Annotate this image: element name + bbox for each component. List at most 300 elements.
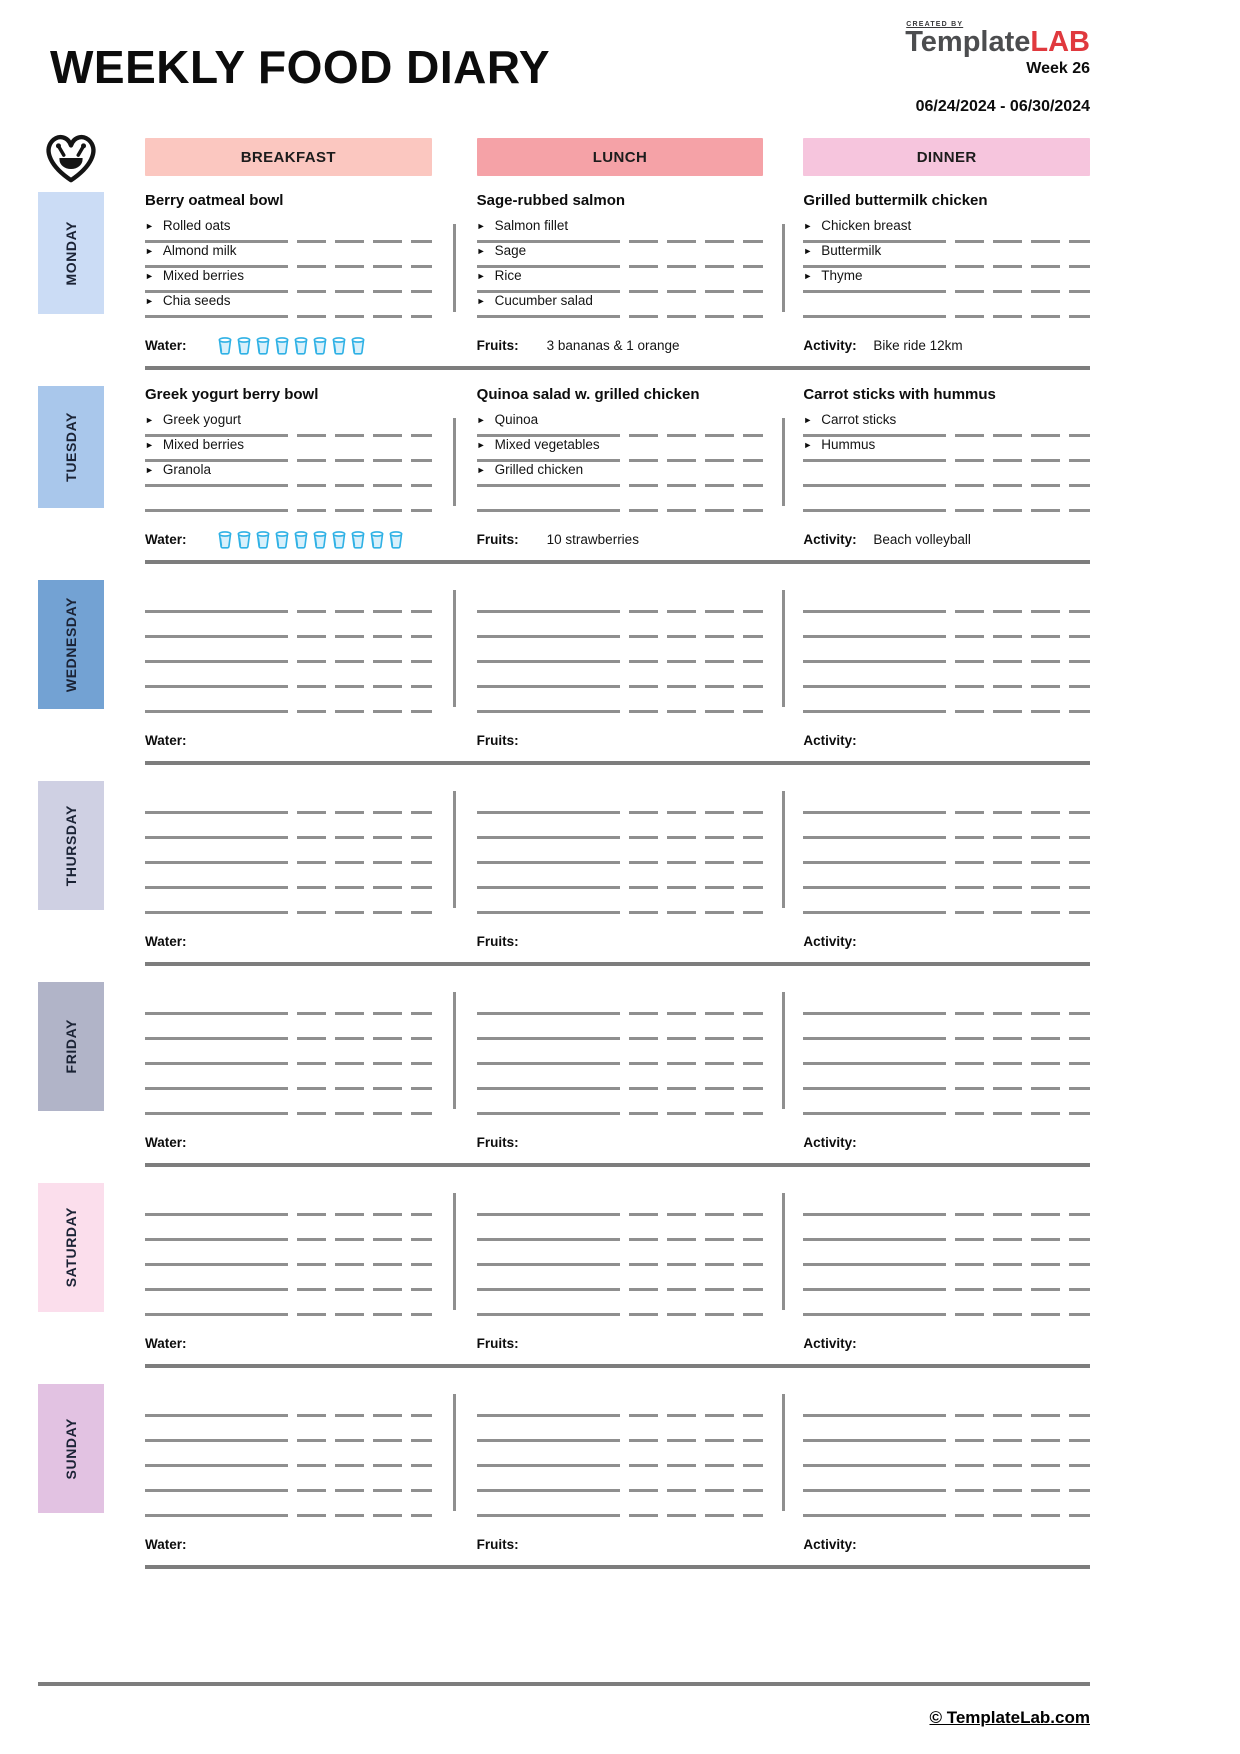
day-tab-monday xyxy=(38,192,104,314)
meal-item xyxy=(477,268,764,293)
blank-write-line xyxy=(145,1291,432,1316)
blank-write-line xyxy=(477,688,764,713)
column-gutter xyxy=(432,386,477,554)
column-gutter xyxy=(432,781,477,956)
item-text: Chia seeds xyxy=(162,293,231,308)
day-label: SATURDAY xyxy=(63,1207,79,1288)
brand-accent: LAB xyxy=(1030,26,1090,58)
day-row-thursday xyxy=(38,765,1090,966)
tuesday-lunch-cell xyxy=(477,386,764,554)
water-glass-icon xyxy=(312,336,328,355)
day-label: FRIDAY xyxy=(63,1019,79,1074)
heart-cell xyxy=(38,130,104,184)
day-tab-thursday xyxy=(38,781,104,910)
brand-primary: Template xyxy=(905,26,1031,58)
column-header-breakfast: BREAKFAST xyxy=(145,138,432,176)
day-row-wednesday xyxy=(38,564,1090,765)
item-text: Mixed berries xyxy=(162,437,244,452)
sunday-breakfast-cell xyxy=(145,1384,432,1559)
activity-row xyxy=(803,1529,1090,1559)
blank-write-line xyxy=(145,663,432,688)
water-row xyxy=(145,1529,432,1559)
blank-write-line xyxy=(477,1417,764,1442)
blank-write-line xyxy=(803,1417,1090,1442)
blank-write-line xyxy=(477,487,764,512)
blank-write-line xyxy=(803,1266,1090,1291)
blank-write-line xyxy=(803,814,1090,839)
meal-title: Berry oatmeal bowl xyxy=(145,192,284,209)
column-gutter xyxy=(763,192,803,360)
column-header-dinner: DINNER xyxy=(803,138,1090,176)
activity-row xyxy=(803,330,1090,360)
meal-title: Greek yogurt berry bowl xyxy=(145,386,319,403)
fill-line xyxy=(803,1514,1090,1517)
tuesday-breakfast-cell xyxy=(145,386,432,554)
water-row xyxy=(145,1127,432,1157)
item-text: Salmon fillet xyxy=(494,218,569,233)
activity-row xyxy=(803,1328,1090,1358)
meal-item xyxy=(145,293,432,318)
blank-write-line xyxy=(803,1492,1090,1517)
wednesday-lunch-cell xyxy=(477,580,764,755)
credit-link[interactable]: © TemplateLab.com xyxy=(929,1708,1090,1727)
bullet-arrow-icon: ► xyxy=(145,246,154,256)
fruits-label: Fruits: xyxy=(476,1134,519,1150)
meal-item xyxy=(145,268,432,293)
column-divider xyxy=(453,1193,456,1310)
fruits-label: Fruits: xyxy=(476,1536,519,1552)
blank-write-line xyxy=(803,1090,1090,1115)
thursday-dinner-cell xyxy=(803,781,1090,956)
fruits-label: Fruits: xyxy=(476,1335,519,1351)
day-label: WEDNESDAY xyxy=(63,596,79,693)
water-label: Water: xyxy=(145,1134,187,1150)
water-glass-icon xyxy=(331,530,347,549)
blank-write-line xyxy=(477,1266,764,1291)
blank-write-line xyxy=(803,1065,1090,1090)
fill-line xyxy=(145,911,432,914)
meal-item xyxy=(803,243,1090,268)
blank-write-line xyxy=(145,613,432,638)
meal-title: Sage-rubbed salmon xyxy=(476,192,626,209)
column-divider xyxy=(453,224,456,312)
blank-write-line xyxy=(477,814,764,839)
water-row xyxy=(145,524,432,554)
fill-line xyxy=(145,710,432,713)
fill-line xyxy=(477,315,764,318)
item-text: Grilled chicken xyxy=(494,462,584,477)
fruits-row xyxy=(477,926,764,956)
column-gutter xyxy=(763,580,803,755)
date-range: 06/24/2024 - 06/30/2024 xyxy=(915,98,1090,115)
fruits-label: Fruits: xyxy=(476,337,519,353)
column-divider xyxy=(782,418,785,506)
blank-write-line xyxy=(145,864,432,889)
water-row xyxy=(145,926,432,956)
sunday-dinner-cell xyxy=(803,1384,1090,1559)
bullet-arrow-icon: ► xyxy=(145,440,154,450)
blank-write-line xyxy=(477,1216,764,1241)
friday-dinner-cell xyxy=(803,982,1090,1157)
bullet-arrow-icon: ► xyxy=(476,296,486,306)
blank-write-line xyxy=(803,1442,1090,1467)
blank-write-line xyxy=(477,1392,764,1417)
blank-write-line xyxy=(803,1216,1090,1241)
fill-line xyxy=(145,1514,432,1517)
activity-row xyxy=(803,725,1090,755)
water-glass-icon xyxy=(293,530,309,549)
friday-lunch-cell xyxy=(477,982,764,1157)
blank-write-line xyxy=(477,1065,764,1090)
fruits-value: 10 strawberries xyxy=(546,531,639,547)
column-gutter xyxy=(763,1384,803,1559)
water-label: Water: xyxy=(145,1335,187,1351)
wednesday-breakfast-cell xyxy=(145,580,432,755)
blank-write-line xyxy=(145,889,432,914)
column-divider xyxy=(453,791,456,908)
day-row-monday xyxy=(38,176,1090,370)
blank-write-line xyxy=(477,1040,764,1065)
brand-logo xyxy=(905,21,1090,58)
blank-write-line xyxy=(477,1442,764,1467)
blank-write-line xyxy=(803,688,1090,713)
blank-write-line xyxy=(477,990,764,1015)
blank-write-line xyxy=(803,1040,1090,1065)
day-row-friday xyxy=(38,966,1090,1167)
blank-write-line xyxy=(477,839,764,864)
brand-block xyxy=(905,21,1090,116)
column-header-lunch: LUNCH xyxy=(477,138,764,176)
column-divider xyxy=(453,590,456,707)
fruits-label: Fruits: xyxy=(476,732,519,748)
water-glass-icon xyxy=(236,336,252,355)
bullet-arrow-icon: ► xyxy=(803,440,813,450)
day-label: TUESDAY xyxy=(63,412,79,482)
blank-write-line xyxy=(477,1191,764,1216)
column-gutter xyxy=(432,982,477,1157)
sidebar-gutter xyxy=(104,1183,145,1358)
column-gutter xyxy=(432,1384,477,1559)
fill-line xyxy=(145,1313,432,1316)
fill-line xyxy=(145,509,432,512)
water-label: Water: xyxy=(145,337,187,353)
column-divider xyxy=(782,1193,785,1310)
meal-item xyxy=(145,437,432,462)
blank-write-line xyxy=(145,1266,432,1291)
blank-write-line xyxy=(477,1467,764,1492)
day-tab-friday xyxy=(38,982,104,1111)
blank-write-line xyxy=(803,1392,1090,1417)
bullet-arrow-icon: ► xyxy=(476,246,486,256)
fill-line xyxy=(477,1313,764,1316)
blank-write-line xyxy=(145,1492,432,1517)
column-gutter xyxy=(432,580,477,755)
fill-line xyxy=(477,509,764,512)
item-text: Granola xyxy=(162,462,211,477)
blank-write-line xyxy=(145,814,432,839)
water-glass-icon xyxy=(217,336,233,355)
blank-write-line xyxy=(145,1040,432,1065)
thursday-lunch-cell xyxy=(477,781,764,956)
blank-write-line xyxy=(477,638,764,663)
column-divider xyxy=(782,1394,785,1511)
meal-item xyxy=(803,268,1090,293)
water-label: Water: xyxy=(145,933,187,949)
column-header-row xyxy=(38,130,1090,172)
meal-item xyxy=(145,243,432,268)
water-glass-icon xyxy=(217,530,233,549)
water-glass-icon xyxy=(236,530,252,549)
column-gutter xyxy=(763,781,803,956)
item-text: Mixed vegetables xyxy=(494,437,600,452)
water-glass-icon xyxy=(350,530,366,549)
blank-write-line xyxy=(145,1417,432,1442)
water-glass-count xyxy=(217,336,366,355)
water-label: Water: xyxy=(145,1536,187,1552)
blank-write-line xyxy=(803,990,1090,1015)
monday-dinner-cell xyxy=(803,192,1090,360)
water-glass-icon xyxy=(293,336,309,355)
meal-item xyxy=(477,293,764,318)
fill-line xyxy=(803,911,1090,914)
blank-write-line xyxy=(145,1216,432,1241)
meal-item xyxy=(477,412,764,437)
row-separator xyxy=(145,1565,1090,1569)
blank-write-line xyxy=(477,889,764,914)
activity-row xyxy=(803,1127,1090,1157)
meal-item xyxy=(477,243,764,268)
fill-line xyxy=(803,315,1090,318)
item-text: Buttermilk xyxy=(821,243,882,258)
blank-write-line xyxy=(477,1291,764,1316)
blank-write-line xyxy=(477,1015,764,1040)
water-glass-icon xyxy=(255,530,271,549)
page-title: WEEKLY FOOD DIARY xyxy=(50,41,551,93)
blank-write-line xyxy=(803,1467,1090,1492)
activity-row xyxy=(803,524,1090,554)
blank-write-line xyxy=(477,1241,764,1266)
blank-write-line xyxy=(145,1442,432,1467)
bullet-arrow-icon: ► xyxy=(803,415,813,425)
meal-item xyxy=(477,437,764,462)
fruits-row xyxy=(477,1127,764,1157)
item-text: Hummus xyxy=(821,437,876,452)
blank-write-line xyxy=(477,1492,764,1517)
water-label: Water: xyxy=(145,732,187,748)
meal-item xyxy=(803,412,1090,437)
bullet-arrow-icon: ► xyxy=(476,465,486,475)
fruits-label: Fruits: xyxy=(476,531,519,547)
column-divider xyxy=(453,418,456,506)
fill-line xyxy=(145,1112,432,1115)
fill-line xyxy=(803,710,1090,713)
saturday-lunch-cell xyxy=(477,1183,764,1358)
meal-item xyxy=(803,218,1090,243)
bullet-arrow-icon: ► xyxy=(145,271,154,281)
fill-line xyxy=(477,1112,764,1115)
saturday-dinner-cell xyxy=(803,1183,1090,1358)
monday-breakfast-cell xyxy=(145,192,432,360)
blank-write-line xyxy=(477,663,764,688)
bullet-arrow-icon: ► xyxy=(476,271,486,281)
wednesday-dinner-cell xyxy=(803,580,1090,755)
item-text: Rice xyxy=(494,268,522,283)
created-by-label: CREATED BY xyxy=(906,21,964,28)
fruits-row xyxy=(477,1328,764,1358)
sidebar-gutter xyxy=(104,781,145,956)
water-glass-icon xyxy=(312,530,328,549)
blank-write-line xyxy=(145,789,432,814)
activity-label: Activity: xyxy=(803,1536,857,1552)
bullet-arrow-icon: ► xyxy=(145,221,154,231)
blank-write-line xyxy=(145,588,432,613)
meal-item xyxy=(145,218,432,243)
blank-write-line xyxy=(803,889,1090,914)
item-text: Rolled oats xyxy=(162,218,231,233)
week-label: Week 26 xyxy=(1026,60,1090,77)
blank-write-line xyxy=(145,1392,432,1417)
tuesday-dinner-cell xyxy=(803,386,1090,554)
item-text: Greek yogurt xyxy=(162,412,241,427)
activity-value: Bike ride 12km xyxy=(873,337,963,353)
item-text: Mixed berries xyxy=(162,268,244,283)
day-label: THURSDAY xyxy=(63,804,79,887)
item-text: Sage xyxy=(494,243,527,258)
bullet-arrow-icon: ► xyxy=(145,465,154,475)
day-row-sunday xyxy=(38,1368,1090,1569)
blank-write-line xyxy=(803,613,1090,638)
blank-write-line xyxy=(803,789,1090,814)
blank-write-line xyxy=(145,487,432,512)
item-text: Thyme xyxy=(821,268,863,283)
water-glass-count xyxy=(217,530,404,549)
blank-write-line xyxy=(145,839,432,864)
bullet-arrow-icon: ► xyxy=(803,221,813,231)
footer-divider xyxy=(38,1682,1090,1686)
water-row xyxy=(145,330,432,360)
bullet-arrow-icon: ► xyxy=(145,415,154,425)
blank-write-line xyxy=(803,663,1090,688)
saturday-breakfast-cell xyxy=(145,1183,432,1358)
blank-write-line xyxy=(477,789,764,814)
fruits-row xyxy=(477,725,764,755)
activity-value: Beach volleyball xyxy=(873,531,971,547)
water-row xyxy=(145,1328,432,1358)
day-label: SUNDAY xyxy=(63,1417,79,1480)
bullet-arrow-icon: ► xyxy=(476,221,486,231)
fill-line xyxy=(803,1313,1090,1316)
fill-line xyxy=(803,1112,1090,1115)
water-row xyxy=(145,725,432,755)
activity-label: Activity: xyxy=(803,1335,857,1351)
day-tab-tuesday xyxy=(38,386,104,508)
fruits-row xyxy=(477,524,764,554)
meal-title: Carrot sticks with hummus xyxy=(803,386,996,403)
fruits-label: Fruits: xyxy=(476,933,519,949)
day-label: MONDAY xyxy=(63,220,79,286)
blank-write-line xyxy=(477,864,764,889)
day-tab-wednesday xyxy=(38,580,104,709)
water-glass-icon xyxy=(350,336,366,355)
bullet-arrow-icon: ► xyxy=(476,440,486,450)
blank-write-line xyxy=(145,990,432,1015)
column-divider xyxy=(453,992,456,1109)
item-text: Cucumber salad xyxy=(494,293,593,308)
meal-item xyxy=(803,437,1090,462)
thursday-breakfast-cell xyxy=(145,781,432,956)
water-label: Water: xyxy=(145,531,187,547)
activity-label: Activity: xyxy=(803,1134,857,1150)
water-glass-icon xyxy=(331,336,347,355)
blank-write-line xyxy=(803,1241,1090,1266)
column-gutter xyxy=(763,982,803,1157)
item-text: Chicken breast xyxy=(821,218,912,233)
meal-item xyxy=(477,218,764,243)
activity-label: Activity: xyxy=(803,337,857,353)
water-glass-icon xyxy=(388,530,404,549)
activity-label: Activity: xyxy=(803,933,857,949)
blank-write-line xyxy=(145,1241,432,1266)
meal-item xyxy=(145,412,432,437)
sidebar-gutter xyxy=(104,580,145,755)
friday-breakfast-cell xyxy=(145,982,432,1157)
blank-write-line xyxy=(145,1191,432,1216)
blank-write-line xyxy=(803,1191,1090,1216)
bullet-arrow-icon: ► xyxy=(803,246,813,256)
sidebar-gutter xyxy=(104,192,145,360)
activity-row xyxy=(803,926,1090,956)
blank-write-line xyxy=(145,1090,432,1115)
item-text: Carrot sticks xyxy=(821,412,897,427)
activity-label: Activity: xyxy=(803,531,857,547)
blank-write-line xyxy=(145,688,432,713)
column-gutter xyxy=(432,192,477,360)
meal-item xyxy=(477,462,764,487)
blank-write-line xyxy=(145,1065,432,1090)
day-tab-sunday xyxy=(38,1384,104,1513)
column-divider xyxy=(782,590,785,707)
sidebar-gutter xyxy=(104,386,145,554)
meal-item xyxy=(145,462,432,487)
water-glass-icon xyxy=(274,336,290,355)
blank-write-line xyxy=(145,638,432,663)
column-divider xyxy=(782,791,785,908)
water-glass-icon xyxy=(274,530,290,549)
blank-write-line xyxy=(477,1090,764,1115)
bullet-arrow-icon: ► xyxy=(476,415,486,425)
column-gutter xyxy=(763,1183,803,1358)
fill-line xyxy=(145,315,432,318)
fill-line xyxy=(477,710,764,713)
bullet-arrow-icon: ► xyxy=(145,296,154,306)
fruits-row xyxy=(477,330,764,360)
page-footer xyxy=(38,1682,1090,1728)
column-gutter xyxy=(763,386,803,554)
bullet-arrow-icon: ► xyxy=(803,271,813,281)
blank-write-line xyxy=(803,638,1090,663)
meal-title: Grilled buttermilk chicken xyxy=(803,192,988,209)
fill-line xyxy=(477,1514,764,1517)
blank-write-line xyxy=(803,839,1090,864)
column-divider xyxy=(453,1394,456,1511)
blank-write-line xyxy=(145,1467,432,1492)
days-container xyxy=(38,176,1090,1569)
blank-write-line xyxy=(803,588,1090,613)
sunday-lunch-cell xyxy=(477,1384,764,1559)
blank-write-line xyxy=(803,1015,1090,1040)
day-row-tuesday xyxy=(38,370,1090,564)
column-gutter xyxy=(432,1183,477,1358)
